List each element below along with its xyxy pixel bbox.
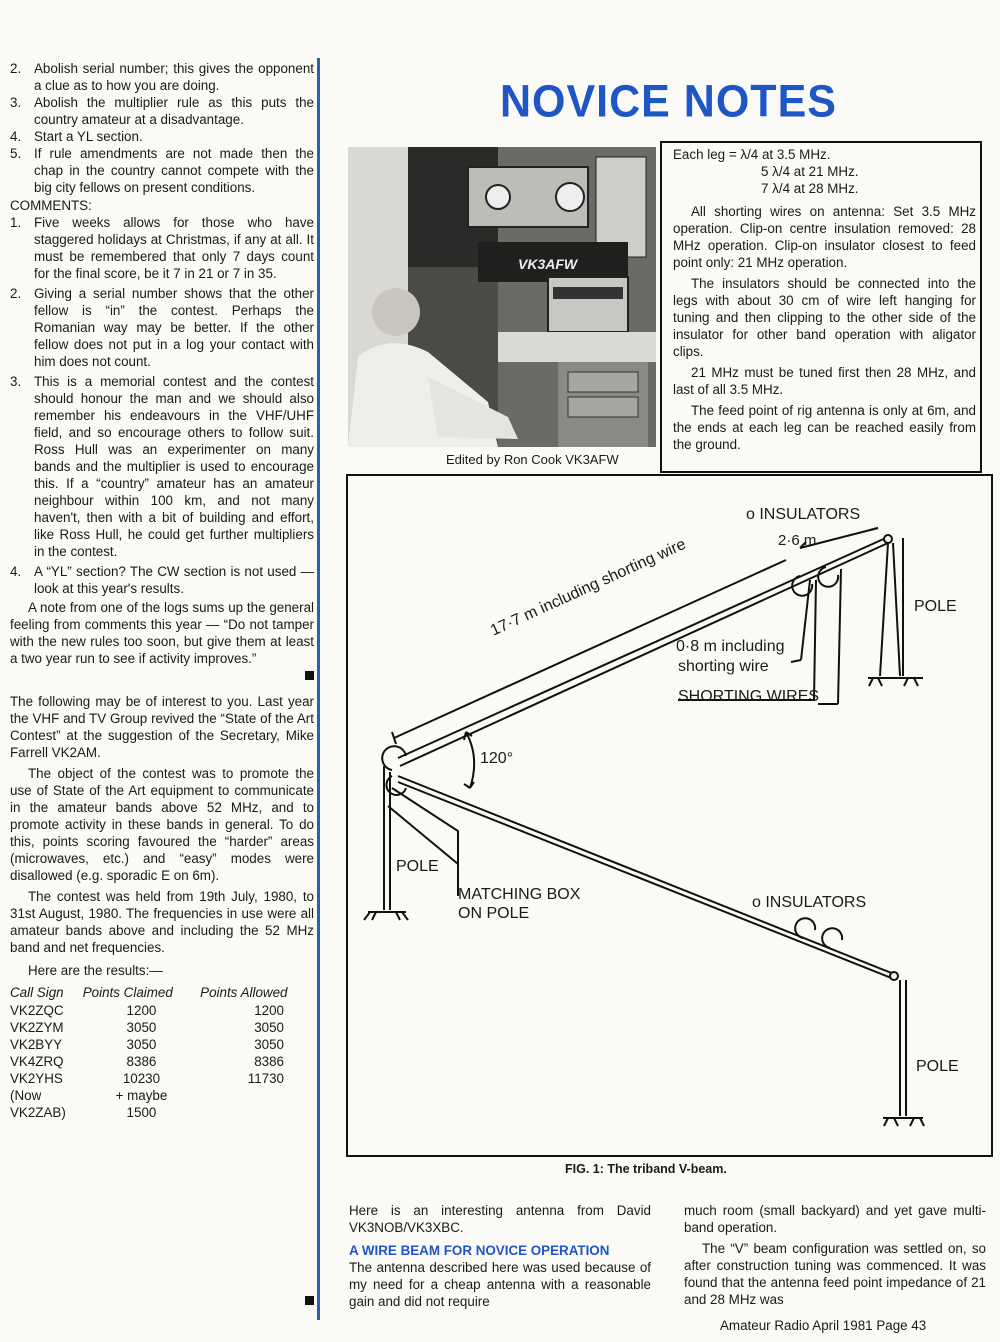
leg-line-2: 5 λ/4 at 21 MHz. <box>761 164 859 179</box>
label-0-8m-a: 0·8 m including <box>676 638 785 655</box>
box-paragraph: 21 MHz must be tuned first then 28 MHz, and last of all 3.5 MHz. <box>673 365 976 397</box>
table-row: VK2ZAB) 1500 <box>10 1105 157 1120</box>
list-item: 3. Abolish the multiplier rule as this puts the country amateur at a disadvantage. <box>10 95 314 127</box>
label-insulators-top: o INSULATORS <box>746 506 861 523</box>
label-shorting-wires: SHORTING WIRES <box>678 688 820 705</box>
list-item: 1. Five weeks allows for those who have staggered holidays at Christmas, if any at all. It must be remembered that only 7 days count for the final score, be it 7 in 21 or 7 in 35. <box>10 215 314 281</box>
table-row: (Now + maybe <box>10 1088 168 1103</box>
table-row: VK2ZYM 3050 3050 <box>10 1020 284 1035</box>
bottom-column-2 <box>684 1202 986 1308</box>
header-call-sign: Call Sign <box>10 985 64 1000</box>
intro-paragraph: Here is an interesting antenna from David VK3NOB/VK3XBC. <box>349 1203 651 1235</box>
list-item: 4. Start a YL section. <box>10 129 143 144</box>
section-heading: A WIRE BEAM FOR NOVICE OPERATION <box>349 1243 610 1258</box>
object-paragraph: The object of the contest was to promote the use of State of the Art equipment to communicate in the amateur bands above 52 MHz, and to promote activity in these bands in general. To do this, points scoring favoured the “harder” areas (microwaves, etc.) and “easy” modes were disallowed (e.g. sporadic E on 6m). <box>10 766 314 883</box>
header-points-allowed: Points Allowed <box>200 985 288 1000</box>
left-column <box>10 60 314 1121</box>
bottom-column-1 <box>349 1202 651 1310</box>
box-paragraph: The insulators should be connected into the legs with about 30 cm of wire left hanging for tuning and then clipping to the other side of the insulator for other band operation with aligator clips. <box>673 276 976 359</box>
box-paragraph: All shorting wires on antenna: Set 3.5 MHz operation. Clip-on centre insulation removed: 28 MHz operation. Clip-on insulator closest to feed point only: 21 MHz operation. <box>673 204 976 270</box>
table-row: VK2ZQC 1200 1200 <box>10 1003 284 1018</box>
label-matching-box: MATCHING BOX <box>458 886 581 903</box>
label-insulators-bottom: o INSULATORS <box>752 894 867 911</box>
label-pole-right: POLE <box>914 598 957 615</box>
call-sign-sign: VK3AFW <box>518 256 578 272</box>
photo-caption: Edited by Ron Cook VK3AFW <box>446 452 619 467</box>
held-paragraph: The contest was held from 19th July, 1980, to 31st August, 1980. The frequencies in use were all amateur bands above and including the 52 MHz band and net frequencies. <box>10 889 314 955</box>
v-beam-diagram <box>348 476 991 1155</box>
table-row: VK2BYY 3050 3050 <box>10 1037 284 1052</box>
note-paragraph: A note from one of the logs sums up the general feeling from comments this year — “Do not tamper with the new rules too soon, but give them at least a two year run to see if activity improves.” <box>10 600 314 666</box>
suggestion-list <box>10 60 314 196</box>
leg-line-3: 7 λ/4 at 28 MHz. <box>761 181 859 196</box>
results-table <box>10 983 314 1121</box>
table-header-row <box>10 983 314 1002</box>
editor-photo <box>348 147 656 447</box>
comments-list <box>10 214 314 597</box>
body-paragraph: much room (small backyard) and yet gave multi-band operation. <box>684 1203 986 1235</box>
results-intro: Here are the results:— <box>28 963 163 978</box>
page-title: NOVICE NOTES <box>500 76 837 128</box>
body-paragraph: The antenna described here was used because of my need for a cheap antenna with a reasonable gain and did not require <box>349 1260 651 1309</box>
notes-box-text <box>673 146 976 457</box>
label-0-8m-b: shorting wire <box>678 658 769 675</box>
label-on-pole: ON POLE <box>458 905 530 922</box>
body-paragraph: The “V” beam configuration was settled on, so after construction tuning was commenced. It was found that the antenna feed point impedance of 21 and 28 MHz was <box>684 1241 986 1307</box>
end-mark <box>305 1296 314 1305</box>
list-item: 4. A “YL” section? The CW section is not used — look at this year's results. <box>10 564 314 596</box>
figure-caption: FIG. 1: The triband V-beam. <box>565 1162 727 1176</box>
table-row: VK4ZRQ 8386 8386 <box>10 1054 284 1069</box>
photo-illustration <box>348 147 656 447</box>
label-pole-bottom: POLE <box>916 1058 959 1075</box>
list-item: 3. This is a memorial contest and the contest should honour the man and we should also remember his endeavours in the VHF/UHF field, and so encourage others to follow suit. Ross Hull was an experimenter on many bands and the multiplier is used to encourage this. If a “country” amateur has an amateur neighbour within 100 km, and not many haven't, then with a bit of building and effort, like Ross Hull, he could get further multipliers in the contest. <box>10 374 314 559</box>
label-2-6m: 2·6 m <box>778 532 817 549</box>
list-item: 2. Giving a serial number shows that the other fellow is “in” the contest. Perhaps the Romanian way may be better. If the other fellow does not put in a log your contact with him does not count. <box>10 286 314 369</box>
label-angle: 120° <box>480 750 514 767</box>
leg-line-1: Each leg = λ/4 at 3.5 MHz. <box>673 147 831 162</box>
figure-frame <box>346 474 993 1157</box>
following-paragraph: The following may be of interest to you. Last year the VHF and TV Group revived the “State of the Art Contest” at the suggestion of the Secretary, Mike Farrell VK2AM. <box>10 694 314 760</box>
end-mark <box>305 671 314 680</box>
list-item: 2. Abolish serial number; this gives the opponent a clue as to how you are doing. <box>10 61 314 93</box>
page-footer: Amateur Radio April 1981 Page 43 <box>720 1318 927 1333</box>
box-paragraph: The feed point of rig antenna is only at 6m, and the ends at each leg can be reached easily from the ground. <box>673 403 976 452</box>
header-points-claimed: Points Claimed <box>82 985 173 1000</box>
comments-heading: COMMENTS: <box>10 198 92 213</box>
label-pole-left: POLE <box>396 858 439 875</box>
table-row: VK2YHS 10230 11730 <box>10 1071 284 1086</box>
list-item: 5. If rule amendments are not made then the chap in the country cannot compete with the big city fellows on present conditions. <box>10 146 314 195</box>
column-rule <box>317 58 320 1320</box>
label-17-7m: 17·7 m including shorting wire <box>488 535 689 640</box>
